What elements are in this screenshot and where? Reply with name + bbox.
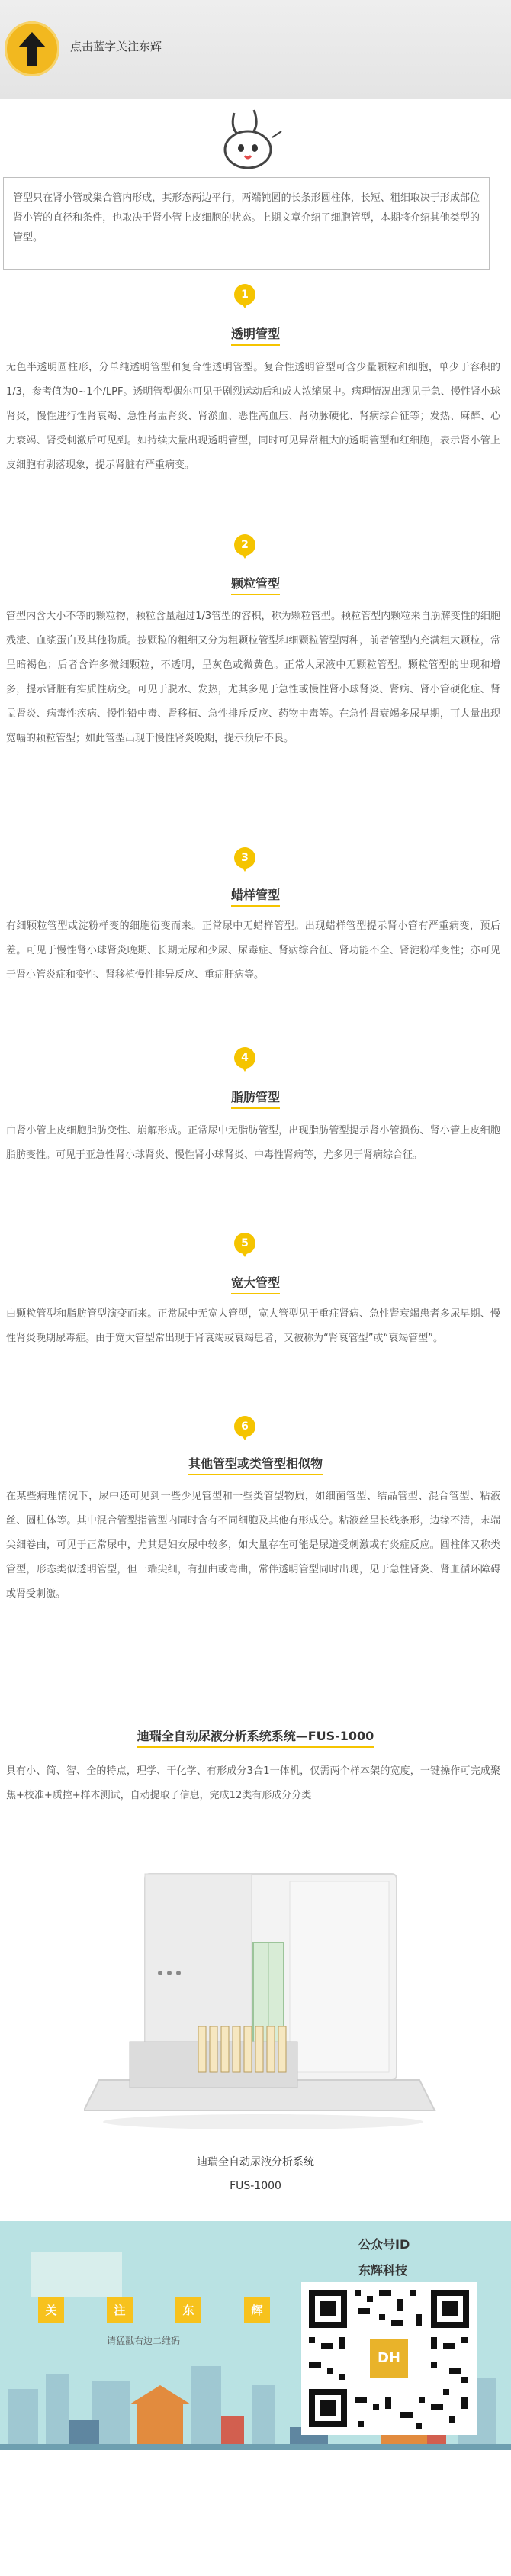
follow-char: 注	[107, 2297, 133, 2323]
follow-banner[interactable]	[0, 0, 511, 99]
image-caption-model: FUS-1000	[230, 2180, 281, 2192]
image-caption: 迪瑞全自动尿液分析系统	[197, 2156, 314, 2168]
follow-char: 关	[38, 2297, 64, 2323]
account-name: 东辉科技	[358, 2263, 408, 2278]
intro-box	[3, 177, 490, 270]
section-text: 在某些病理情况下，尿中还可见到一些少见管型和一些类管型物质，如细菌管型、结晶管型、混合管型、粘液丝、圆柱体等。其中混合管型指管型内同时含有不同细胞及其他有形成分。粘液丝呈长线条形，边缘不清，末端尖细卷曲，可见于正常尿中，尤其是妇女尿中较多，如大量存在可能是尿道受刺激或有炎症反应。圆柱体又称类管型，形态类似透明管型，但一端尖细，有扭曲或弯曲，常伴透明管型同时出现，见于急性肾炎、肾血循环障碍或肾受刺激。	[6, 1491, 500, 1600]
section-number-badge: 3	[234, 847, 256, 869]
section-title: 蜡样管型	[0, 885, 511, 907]
section-text: 有细颗粒管型或淀粉样变的细胞衍变而来。正常尿中无蜡样管型。出现蜡样管型提示肾小管有严重病变，预后差。可见于慢性肾小球肾炎晚期、长期无尿和少尿、尿毒症、肾病综合征、肾功能不全、肾淀粉样变性；亦可见于肾小管炎症和变性、肾移植慢性排异反应、重症肝病等。	[6, 920, 500, 981]
section-number-badge: 2	[234, 534, 256, 556]
intro-text: 管型只在肾小管或集合管内形成，其形态两边平行，两端钝圆的长条形圆柱体，长短、粗细取决于形成部位肾小管的直径和条件，也取决于肾小管上皮细胞的状态。上期文章介绍了细胞管型，本期将介绍其他类型的管型。	[13, 192, 480, 243]
section-title: 脂肪管型	[0, 1088, 511, 1109]
follow-char: 东	[175, 2297, 201, 2323]
section-title: 透明管型	[0, 324, 511, 346]
section-number-badge: 5	[234, 1233, 256, 1254]
urine-analyzer-image	[84, 1851, 442, 2144]
section-title: 颗粒管型	[0, 574, 511, 595]
qr-code[interactable]	[301, 2282, 477, 2435]
section-number-badge: 4	[234, 1047, 256, 1069]
qr-logo: DH	[377, 2350, 400, 2366]
section-text: 由颗粒管型和脂肪管型演变而来。正常尿中无宽大管型，宽大管型见于重症肾病、急性肾衰竭患者多尿早期、慢性肾炎晚期尿毒症。由于宽大管型常出现于肾衰竭或衰竭患者，又被称为“肾衰管型”或“衰竭管型”。	[6, 1308, 500, 1344]
section-number-badge: 6	[234, 1416, 256, 1437]
scan-hint: 请猛戳右边二维码	[107, 2336, 181, 2346]
section-text: 无色半透明圆柱形，分单纯透明管型和复合性透明管型。复合性透明管型可含少量颗粒和细胞，单少于容积的1/3，参考值为0~1个/LPF。透明管型偶尔可见于剧烈运动后和成人浓缩尿中。病理情况出现见于急、慢性肾小球肾炎，慢性进行性肾衰竭、急性肾盂肾炎、肾淤血、恶性高血压、肾动脉硬化、肾病综合征等；发热、麻醉、心力衰竭、肾受刺激后可见到。如持续大量出现透明管型，同时可见异常粗大的透明管型和红细胞，表示肾小管上皮细胞有剥落现象，提示肾脏有严重病变。	[6, 362, 500, 471]
section-text: 由肾小管上皮细胞脂肪变性、崩解形成。正常尿中无脂肪管型，出现脂肪管型提示肾小管损伤、肾小管上皮细胞脂肪变性。可见于亚急性肾小球肾炎、慢性肾小球肾炎、中毒性肾病等，尤多见于肾病综合征。	[6, 1125, 500, 1161]
section-title: 其他管型或类管型相似物	[0, 1454, 511, 1475]
product-title: 迪瑞全自动尿液分析系统系统—FUS-1000	[0, 1726, 511, 1748]
section-number-badge: 1	[234, 284, 256, 305]
section-text: 管型内含大小不等的颗粒物，颗粒含量超过1/3管型的容积，称为颗粒管型。颗粒管型内颗粒来自崩解变性的细胞残渣、血浆蛋白及其他物质。按颗粒的粗细又分为粗颗粒管型和细颗粒管型两种，前者管型内充满粗大颗粒，常呈暗褐色；后者含许多微细颗粒，不透明，呈灰色或微黄色。正常人尿液中无颗粒管型。颗粒管型的出现和增多，提示肾脏有实质性病变。可见于脱水、发热，尤其多见于急性或慢性肾小球肾炎、肾病、肾小管硬化症、肾盂肾炎、病毒性疾病、慢性铅中毒、肾移植、急性排斥反应、药物中毒等。在急性肾衰竭多尿早期，可大量出现宽幅的颗粒管型；如此管型出现于慢性肾炎晚期，提示预后不良。	[6, 611, 500, 744]
follow-char: 辉	[244, 2297, 270, 2323]
account-id-label: 公众号ID	[358, 2237, 410, 2252]
footer-banner	[0, 2221, 511, 2450]
rabbit-mascot-icon	[217, 107, 286, 174]
product-description: 具有小、简、智、全的特点，理学、干化学、有形成分3合1一体机，仅需两个样本架的宽度，一键操作可完成聚焦+校准+质控+样本测试，自动提取子信息，完成12类有形成分分类	[6, 1765, 500, 1801]
follow-text: 点击蓝字关注东辉	[70, 40, 162, 53]
section-title: 宽大管型	[0, 1273, 511, 1294]
arrow-up-badge-icon	[5, 21, 59, 76]
